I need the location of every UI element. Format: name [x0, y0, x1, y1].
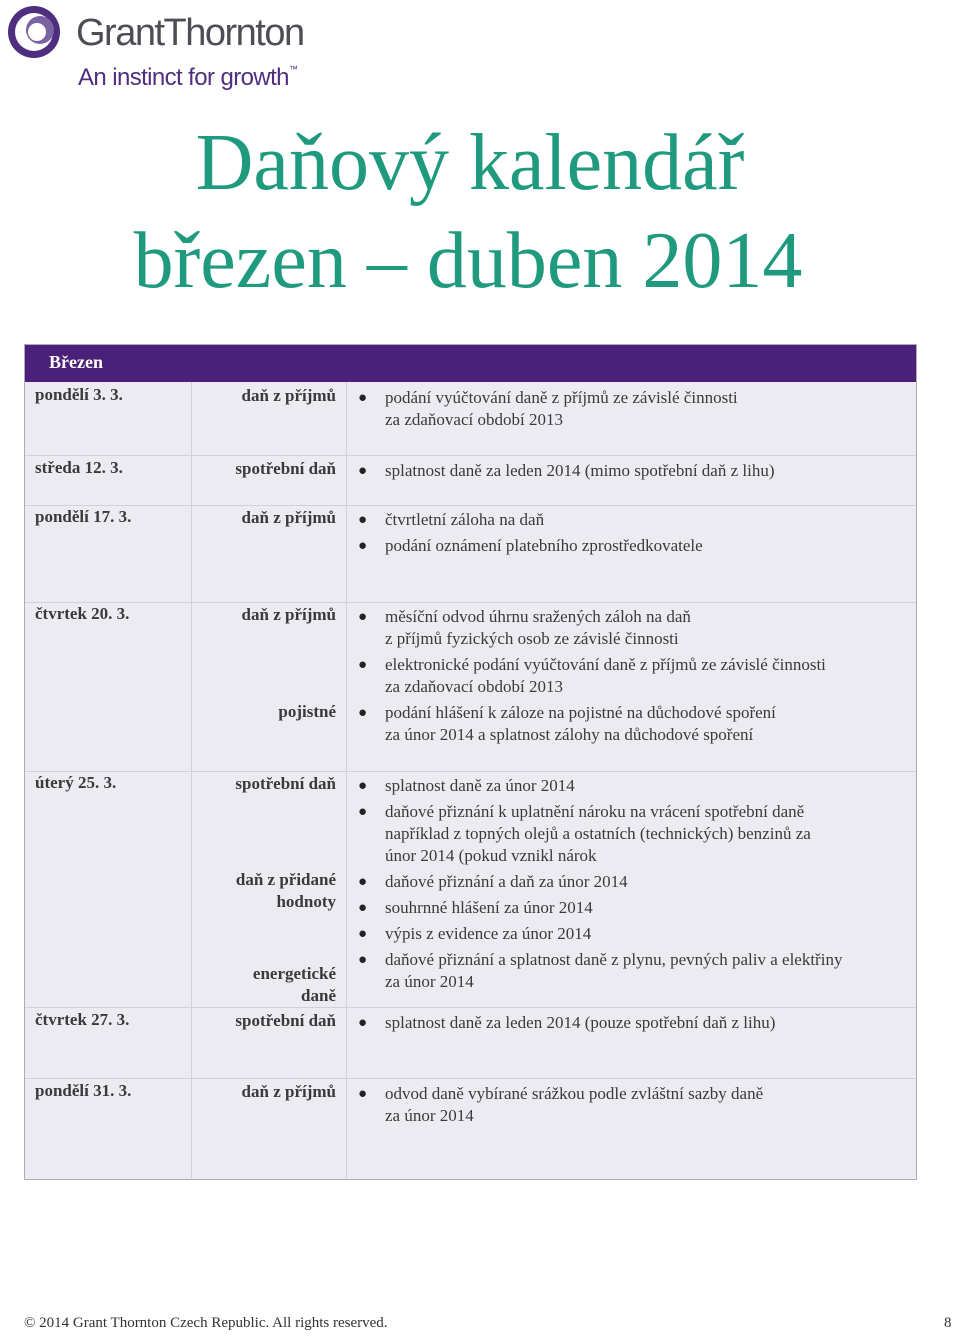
column-divider: [346, 382, 347, 1178]
list-item: ● souhrnné hlášení za únor 2014: [358, 898, 593, 917]
list-item: ● splatnost daně za leden 2014 (mimo spotřební daň z lihu): [358, 461, 775, 480]
row-tax-type: spotřební daň: [235, 1011, 336, 1030]
bullet-icon: ●: [358, 804, 368, 820]
list-item: ● splatnost daně za únor 2014: [358, 776, 575, 795]
bullet-icon: ●: [358, 512, 368, 528]
tax-calendar-table: [24, 344, 917, 1180]
list-item: ● podání hlášení k záloze na pojistné na důchodové spoření za únor 2014 a splatnost zálohy na důchodové spoření: [358, 703, 776, 744]
row-tax-type: daň z příjmů: [241, 1082, 336, 1101]
list-item: ● daňové přiznání a splatnost daně z plynu, pevných paliv a elektřiny za únor 2014: [358, 950, 843, 991]
row-divider: [25, 505, 916, 506]
row-tax-type: spotřební daň: [235, 774, 336, 793]
row-items: [358, 460, 908, 486]
row-date: středa 12. 3.: [35, 458, 123, 477]
row-date: pondělí 17. 3.: [35, 507, 132, 526]
row-items: [358, 387, 908, 435]
row-divider: [25, 455, 916, 456]
list-item: ● elektronické podání vyúčtování daně z příjmů ze závislé činnosti za zdaňovací období 2013: [358, 655, 826, 696]
bullet-icon: ●: [358, 657, 368, 673]
row-date: úterý 25. 3.: [35, 773, 117, 792]
month-label: Březen: [49, 352, 103, 372]
page-title-line2: březen – duben 2014: [133, 217, 803, 305]
list-item: ● daňové přiznání k uplatnění nároku na vrácení spotřební daně například z topných olejů a ostatních (technických) benzinů za únor 2014 (pokud vznikl nárok: [358, 802, 811, 865]
row-divider: [25, 1078, 916, 1079]
row-divider: [25, 1007, 916, 1008]
list-item: ● podání oznámení platebního zprostředkovatele: [358, 536, 703, 555]
list-item: ● odvod daně vybírané srážkou podle zvláštní sazby daně za únor 2014: [358, 1084, 764, 1125]
bullet-icon: ●: [358, 1086, 368, 1102]
list-item: ● daňové přiznání a daň za únor 2014: [358, 872, 628, 891]
row-divider: [25, 771, 916, 772]
row-items: [358, 1083, 908, 1131]
page-number: 8: [944, 1315, 952, 1331]
month-header: [25, 345, 916, 382]
page-title-line1: Daňový kalendář: [195, 119, 745, 207]
bullet-icon: ●: [358, 952, 368, 968]
row-divider: [25, 602, 916, 603]
row-items: [358, 509, 908, 561]
row-date: čtvrtek 20. 3.: [35, 604, 130, 623]
list-item: ● podání vyúčtování daně z příjmů ze závislé činnosti za zdaňovací období 2013: [358, 388, 738, 429]
bullet-icon: ●: [358, 1015, 368, 1031]
row-date: pondělí 3. 3.: [35, 385, 123, 404]
grant-thornton-logo: [6, 4, 326, 100]
row-tax-type: pojistné: [278, 702, 336, 721]
row-date: pondělí 31. 3.: [35, 1081, 132, 1100]
row-tax-type: energetické daně: [252, 964, 336, 1005]
row-items: [358, 606, 908, 750]
list-item: ● měsíční odvod úhrnu sražených záloh na daň z příjmů fyzických osob ze závislé činnosti: [358, 607, 691, 648]
brand-name: GrantThornton: [76, 12, 304, 54]
row-items: [358, 1012, 908, 1038]
copyright-notice: © 2014 Grant Thornton Czech Republic. All rights reserved.: [24, 1315, 388, 1331]
row-date: čtvrtek 27. 3.: [35, 1010, 130, 1029]
logo-mark-icon: [6, 4, 66, 64]
list-item: ● výpis z evidence za únor 2014: [358, 924, 592, 943]
brand-tagline: An instinct for growth™: [78, 64, 298, 91]
list-item: ● splatnost daně za leden 2014 (pouze spotřební daň z lihu): [358, 1013, 776, 1032]
bullet-icon: ●: [358, 538, 368, 554]
row-tax-type: daň z příjmů: [241, 386, 336, 405]
bullet-icon: ●: [358, 778, 368, 794]
bullet-icon: ●: [358, 390, 368, 406]
bullet-icon: ●: [358, 900, 368, 916]
row-tax-type: daň z přidané hodnoty: [235, 870, 336, 911]
list-item: ● čtvrtletní záloha na daň: [358, 510, 545, 529]
row-tax-type: daň z příjmů: [241, 508, 336, 527]
bullet-icon: ●: [358, 463, 368, 479]
bullet-icon: ●: [358, 705, 368, 721]
bullet-icon: ●: [358, 926, 368, 942]
bullet-icon: ●: [358, 609, 368, 625]
row-tax-type: spotřební daň: [235, 459, 336, 478]
row-items: [358, 775, 908, 997]
row-tax-type: daň z příjmů: [241, 605, 336, 624]
bullet-icon: ●: [358, 874, 368, 890]
